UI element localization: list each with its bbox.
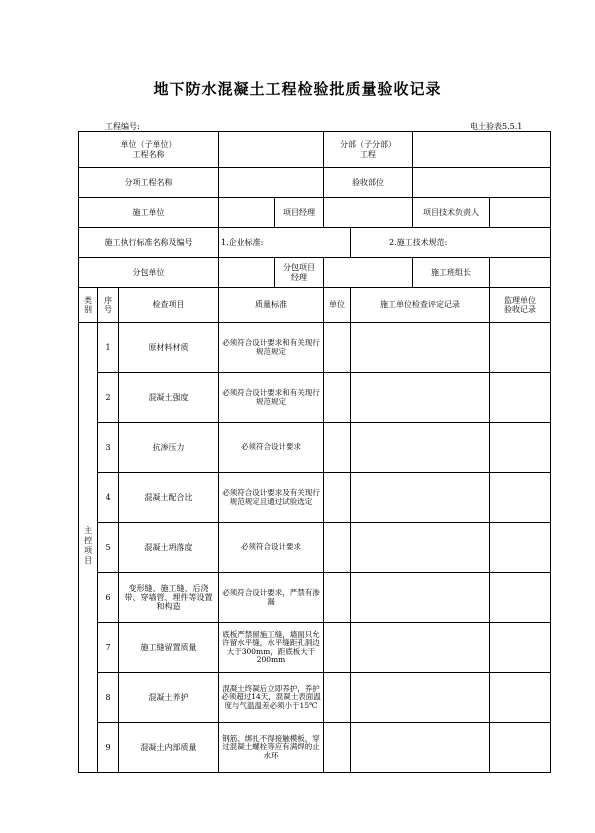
row-seq: 8 <box>98 673 119 723</box>
row-standard: 必须符合设计要求 <box>219 523 324 573</box>
header-row-subcontractor <box>79 258 551 288</box>
col-item: 检查项目 <box>119 288 219 323</box>
col-unit: 单位 <box>324 288 351 323</box>
page-title: 地下防水混凝土工程检验批质量验收记录 <box>153 80 442 98</box>
row-standard: 必须符合设计要求和有关现行规范规定 <box>219 323 324 373</box>
tech-lead-label: 项目技术负责人 <box>413 198 490 228</box>
col-supervisor: 监理单位 验收记录 <box>490 288 551 323</box>
col-standard: 质量标准 <box>219 288 324 323</box>
table-row <box>79 673 551 723</box>
contractor-value[interactable] <box>219 198 275 228</box>
sub-item-value[interactable] <box>219 168 324 198</box>
row-contractor-record[interactable] <box>351 723 490 773</box>
header-row-contractor <box>79 198 551 228</box>
row-supervisor-record[interactable] <box>490 723 551 773</box>
row-supervisor-record[interactable] <box>490 323 551 373</box>
sub-pm-value[interactable] <box>324 258 413 288</box>
row-seq: 2 <box>98 373 119 423</box>
row-item: 混凝土强度 <box>119 373 219 423</box>
row-supervisor-record[interactable] <box>490 373 551 423</box>
row-supervisor-record[interactable] <box>490 523 551 573</box>
row-unit[interactable] <box>324 373 351 423</box>
row-contractor-record[interactable] <box>351 523 490 573</box>
tech-spec[interactable]: 2.施工技术规范: <box>351 228 551 258</box>
division-name-value[interactable] <box>413 132 551 168</box>
sub-item-label: 分项工程名称 <box>79 168 219 198</box>
row-unit[interactable] <box>324 323 351 373</box>
contractor-label: 施工单位 <box>79 198 219 228</box>
row-standard: 必须符合设计要求和有关现行规范规定 <box>219 373 324 423</box>
col-contractor-record: 施工单位检查评定记录 <box>351 288 490 323</box>
row-supervisor-record[interactable] <box>490 473 551 523</box>
table-row <box>79 423 551 473</box>
row-item: 抗渗压力 <box>119 423 219 473</box>
row-item: 施工缝留置质量 <box>119 623 219 673</box>
project-no-label: 工程编号: <box>105 122 140 131</box>
row-standard: 混凝土终凝后立即养护，养护必须超过14天，混凝土表面温度与气温温差必须小于15℃ <box>219 673 324 723</box>
row-unit[interactable] <box>324 573 351 623</box>
table-row <box>79 723 551 773</box>
row-contractor-record[interactable] <box>351 323 490 373</box>
sub-pm-label: 分包项目 经理 <box>275 258 324 288</box>
table-row <box>79 373 551 423</box>
col-category: 类 别 <box>79 288 98 323</box>
row-unit[interactable] <box>324 473 351 523</box>
row-contractor-record[interactable] <box>351 373 490 423</box>
header-row-unit <box>79 132 551 168</box>
row-unit[interactable] <box>324 673 351 723</box>
table-row <box>79 623 551 673</box>
category-main: 主控项目 <box>79 323 98 773</box>
header-row-standard <box>79 228 551 258</box>
row-unit[interactable] <box>324 523 351 573</box>
pm-label: 项目经理 <box>275 198 324 228</box>
row-seq: 6 <box>98 573 119 623</box>
row-seq: 7 <box>98 623 119 673</box>
row-standard: 必须符合设计要求及有关现行规范规定且通过试验选定 <box>219 473 324 523</box>
subcontractor-value[interactable] <box>219 258 275 288</box>
team-lead-value[interactable] <box>490 258 551 288</box>
row-supervisor-record[interactable] <box>490 423 551 473</box>
row-supervisor-record[interactable] <box>490 673 551 723</box>
pm-value[interactable] <box>324 198 413 228</box>
table-row <box>79 473 551 523</box>
row-contractor-record[interactable] <box>351 473 490 523</box>
row-standard: 钢筋、绑扎不得接触模板，穿过混凝土螺栓等应有满焊的止水环 <box>219 723 324 773</box>
form-code: 电土验表5.5.1 <box>470 122 523 131</box>
row-contractor-record[interactable] <box>351 423 490 473</box>
acceptance-part-value[interactable] <box>413 168 551 198</box>
row-unit[interactable] <box>324 423 351 473</box>
row-seq: 9 <box>98 723 119 773</box>
row-supervisor-record[interactable] <box>490 623 551 673</box>
team-lead-label: 施工班组长 <box>413 258 490 288</box>
row-unit[interactable] <box>324 723 351 773</box>
row-item: 原材料材质 <box>119 323 219 373</box>
unit-name-value[interactable] <box>219 132 324 168</box>
table-row <box>79 573 551 623</box>
row-item: 混凝土配合比 <box>119 473 219 523</box>
subcontractor-label: 分包单位 <box>79 258 219 288</box>
row-item: 混凝土内部质量 <box>119 723 219 773</box>
standard-label: 施工执行标准名称及编号 <box>79 228 219 258</box>
row-unit[interactable] <box>324 623 351 673</box>
row-item: 变形缝、施工缝、后浇带、穿墙管、埋件等设置和构造 <box>119 573 219 623</box>
row-contractor-record[interactable] <box>351 573 490 623</box>
row-seq: 1 <box>98 323 119 373</box>
header-row-subitem <box>79 168 551 198</box>
tech-lead-value[interactable] <box>490 198 551 228</box>
table-row <box>79 523 551 573</box>
division-name-label: 分部（子分部） 工程 <box>324 132 413 168</box>
row-standard: 必须符合设计要求，严禁有渗漏 <box>219 573 324 623</box>
column-header-row <box>79 288 551 323</box>
table-row <box>79 323 551 373</box>
row-seq: 5 <box>98 523 119 573</box>
row-contractor-record[interactable] <box>351 673 490 723</box>
row-supervisor-record[interactable] <box>490 573 551 623</box>
row-item: 混凝土坍落度 <box>119 523 219 573</box>
row-item: 混凝土养护 <box>119 673 219 723</box>
row-standard: 底板严禁留施工缝，墙面只允许留水平缝，水平缝距孔洞边大于300mm，距底板大于200mm <box>219 623 324 673</box>
col-seq: 序 号 <box>98 288 119 323</box>
row-seq: 4 <box>98 473 119 523</box>
row-standard: 必须符合设计要求 <box>219 423 324 473</box>
acceptance-form-table <box>78 131 551 773</box>
enterprise-standard[interactable]: 1.企业标准: <box>219 228 351 258</box>
row-contractor-record[interactable] <box>351 623 490 673</box>
unit-name-label: 单位（子单位） 工程名称 <box>79 132 219 168</box>
acceptance-part-label: 验收部位 <box>324 168 413 198</box>
row-seq: 3 <box>98 423 119 473</box>
